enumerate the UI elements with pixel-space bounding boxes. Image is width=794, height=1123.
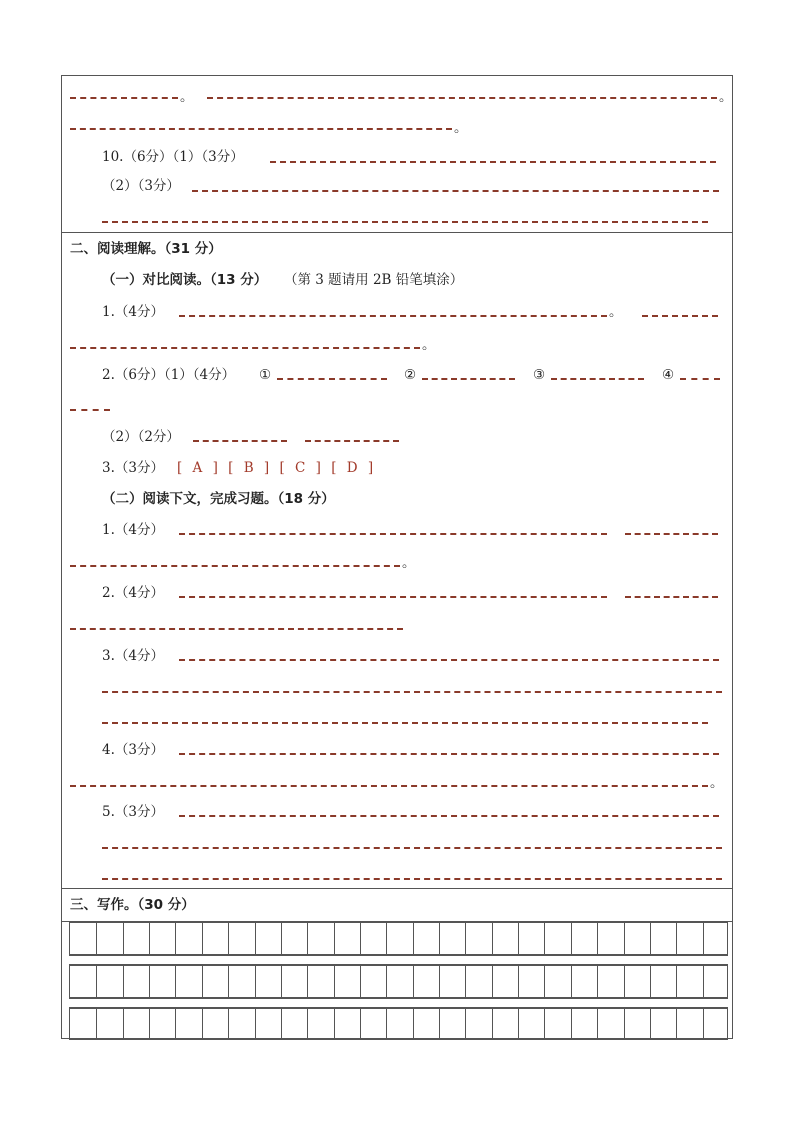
grid-cell-divider <box>123 923 124 954</box>
grid-cell-divider <box>413 923 414 954</box>
p2-question-5-label: 5.（3分） <box>102 804 164 820</box>
grid-cell-divider <box>624 1009 625 1039</box>
answer-line <box>277 378 387 380</box>
grid-cell-divider <box>175 966 176 997</box>
p1-question-1-label: 1.（4分） <box>102 304 164 320</box>
grid-cell-divider <box>439 923 440 954</box>
grid-cell-divider <box>228 1009 229 1039</box>
answer-line <box>102 878 722 880</box>
grid-cell-divider <box>360 966 361 997</box>
period-mark: 。 <box>180 89 194 105</box>
grid-cell-divider <box>465 923 466 954</box>
grid-cell-divider <box>149 1009 150 1039</box>
part1-note: （第 3 题请用 2B 铅笔填涂） <box>284 272 464 288</box>
period-mark: 。 <box>719 89 733 105</box>
section-reading <box>62 233 732 889</box>
writing-grid-row[interactable] <box>69 922 728 955</box>
p2-question-1-label: 1.（4分） <box>102 522 164 538</box>
grid-cell-divider <box>624 923 625 954</box>
grid-row-gap <box>69 998 728 1008</box>
grid-cell-divider <box>307 1009 308 1039</box>
grid-cell-divider <box>360 1009 361 1039</box>
part1-title: （一）对比阅读。（13 分） <box>102 272 268 288</box>
grid-cell-divider <box>334 1009 335 1039</box>
answer-sheet <box>61 75 733 1039</box>
p2-question-3-label: 3.（4分） <box>102 648 164 664</box>
grid-cell-divider <box>386 966 387 997</box>
grid-cell-divider <box>228 923 229 954</box>
grid-cell-divider <box>650 923 651 954</box>
grid-cell-divider <box>386 1009 387 1039</box>
period-mark: 。 <box>422 337 436 353</box>
period-mark: 。 <box>609 304 623 320</box>
grid-cell-divider <box>307 923 308 954</box>
grid-cell-divider <box>465 1009 466 1039</box>
grid-cell-divider <box>624 966 625 997</box>
grid-cell-divider <box>518 1009 519 1039</box>
grid-cell-divider <box>492 923 493 954</box>
grid-cell-divider <box>281 966 282 997</box>
answer-line <box>551 378 644 380</box>
grid-cell-divider <box>597 1009 598 1039</box>
section-header-reading: 二、阅读理解。（31 分） <box>70 241 222 257</box>
grid-cell-divider <box>703 966 704 997</box>
p2-question-2-label: 2.（4分） <box>102 585 164 601</box>
p1-question-2-label: 2.（6分）（1）（4分） <box>102 367 236 383</box>
grid-cell-divider <box>386 923 387 954</box>
answer-line <box>70 347 420 349</box>
circled-mark-2: ② <box>404 367 417 383</box>
grid-cell-divider <box>544 923 545 954</box>
grid-cell-divider <box>96 1009 97 1039</box>
answer-line <box>193 440 287 442</box>
grid-cell-divider <box>413 1009 414 1039</box>
p1-question-2-sub2-label: （2）（2分） <box>102 429 180 445</box>
question-10-label: 10.（6分）（1）（3分） <box>102 149 244 165</box>
grid-cell-divider <box>597 923 598 954</box>
grid-cell-divider <box>255 966 256 997</box>
grid-cell-divider <box>650 966 651 997</box>
writing-grid-row[interactable] <box>69 965 728 998</box>
grid-cell-divider <box>255 1009 256 1039</box>
section-writing-header <box>62 889 732 922</box>
question-10-sub2-label: （2）（3分） <box>102 178 180 194</box>
section-header-writing: 三、写作。（30 分） <box>70 897 195 913</box>
answer-line <box>102 847 722 849</box>
answer-line <box>192 190 719 192</box>
answer-line <box>179 659 719 661</box>
grid-cell-divider <box>571 923 572 954</box>
grid-cell-divider <box>149 923 150 954</box>
grid-cell-divider <box>571 1009 572 1039</box>
p2-question-4-label: 4.（3分） <box>102 742 164 758</box>
answer-line <box>70 97 178 99</box>
grid-cell-divider <box>202 966 203 997</box>
grid-cell-divider <box>307 966 308 997</box>
answer-line <box>179 596 607 598</box>
grid-cell-divider <box>676 923 677 954</box>
answer-line <box>70 128 452 130</box>
answer-line <box>70 785 708 787</box>
period-mark: 。 <box>454 120 468 136</box>
grid-cell-divider <box>202 923 203 954</box>
grid-row-gap <box>69 955 728 965</box>
grid-cell-divider <box>175 923 176 954</box>
grid-cell-divider <box>334 966 335 997</box>
answer-line <box>70 409 110 411</box>
answer-line <box>179 815 719 817</box>
answer-line <box>680 378 720 380</box>
grid-cell-divider <box>492 1009 493 1039</box>
grid-cell-divider <box>123 966 124 997</box>
grid-cell-divider <box>518 923 519 954</box>
answer-line <box>270 161 716 163</box>
p1-question-3-label: 3.（3分） <box>102 460 164 476</box>
grid-cell-divider <box>175 1009 176 1039</box>
grid-cell-divider <box>703 1009 704 1039</box>
answer-line <box>625 533 718 535</box>
grid-cell-divider <box>465 966 466 997</box>
grid-cell-divider <box>149 966 150 997</box>
period-mark: 。 <box>710 775 724 791</box>
grid-cell-divider <box>413 966 414 997</box>
circled-mark-3: ③ <box>533 367 546 383</box>
grid-cell-divider <box>544 1009 545 1039</box>
grid-cell-divider <box>96 923 97 954</box>
answer-line <box>70 628 403 630</box>
answer-line <box>102 691 722 693</box>
section-top-continuation <box>62 76 732 233</box>
grid-cell-divider <box>492 966 493 997</box>
grid-cell-divider <box>281 1009 282 1039</box>
grid-cell-divider <box>703 923 704 954</box>
answer-line <box>422 378 515 380</box>
circled-mark-1: ① <box>259 367 272 383</box>
grid-cell-divider <box>228 966 229 997</box>
part2-title: （二）阅读下文，完成习题。（18 分） <box>102 491 335 507</box>
grid-cell-divider <box>439 966 440 997</box>
grid-cell-divider <box>334 923 335 954</box>
grid-cell-divider <box>281 923 282 954</box>
answer-line <box>102 722 708 724</box>
answer-line <box>179 533 607 535</box>
grid-cell-divider <box>676 966 677 997</box>
grid-cell-divider <box>123 1009 124 1039</box>
answer-line <box>179 753 719 755</box>
grid-cell-divider <box>202 1009 203 1039</box>
circled-mark-4: ④ <box>662 367 675 383</box>
grid-cell-divider <box>96 966 97 997</box>
period-mark: 。 <box>402 555 416 571</box>
grid-cell-divider <box>544 966 545 997</box>
choice-options[interactable]: [ A ] [ B ] [ C ] [ D ] <box>177 460 377 476</box>
answer-line <box>70 565 400 567</box>
answer-line <box>207 97 717 99</box>
grid-cell-divider <box>676 1009 677 1039</box>
answer-line <box>625 596 718 598</box>
grid-cell-divider <box>255 923 256 954</box>
writing-grid-row[interactable] <box>69 1008 728 1040</box>
answer-line <box>305 440 399 442</box>
grid-cell-divider <box>518 966 519 997</box>
answer-line <box>179 315 607 317</box>
grid-cell-divider <box>597 966 598 997</box>
answer-line <box>102 221 708 223</box>
answer-line <box>642 315 718 317</box>
grid-cell-divider <box>650 1009 651 1039</box>
grid-cell-divider <box>360 923 361 954</box>
grid-cell-divider <box>439 1009 440 1039</box>
grid-cell-divider <box>571 966 572 997</box>
